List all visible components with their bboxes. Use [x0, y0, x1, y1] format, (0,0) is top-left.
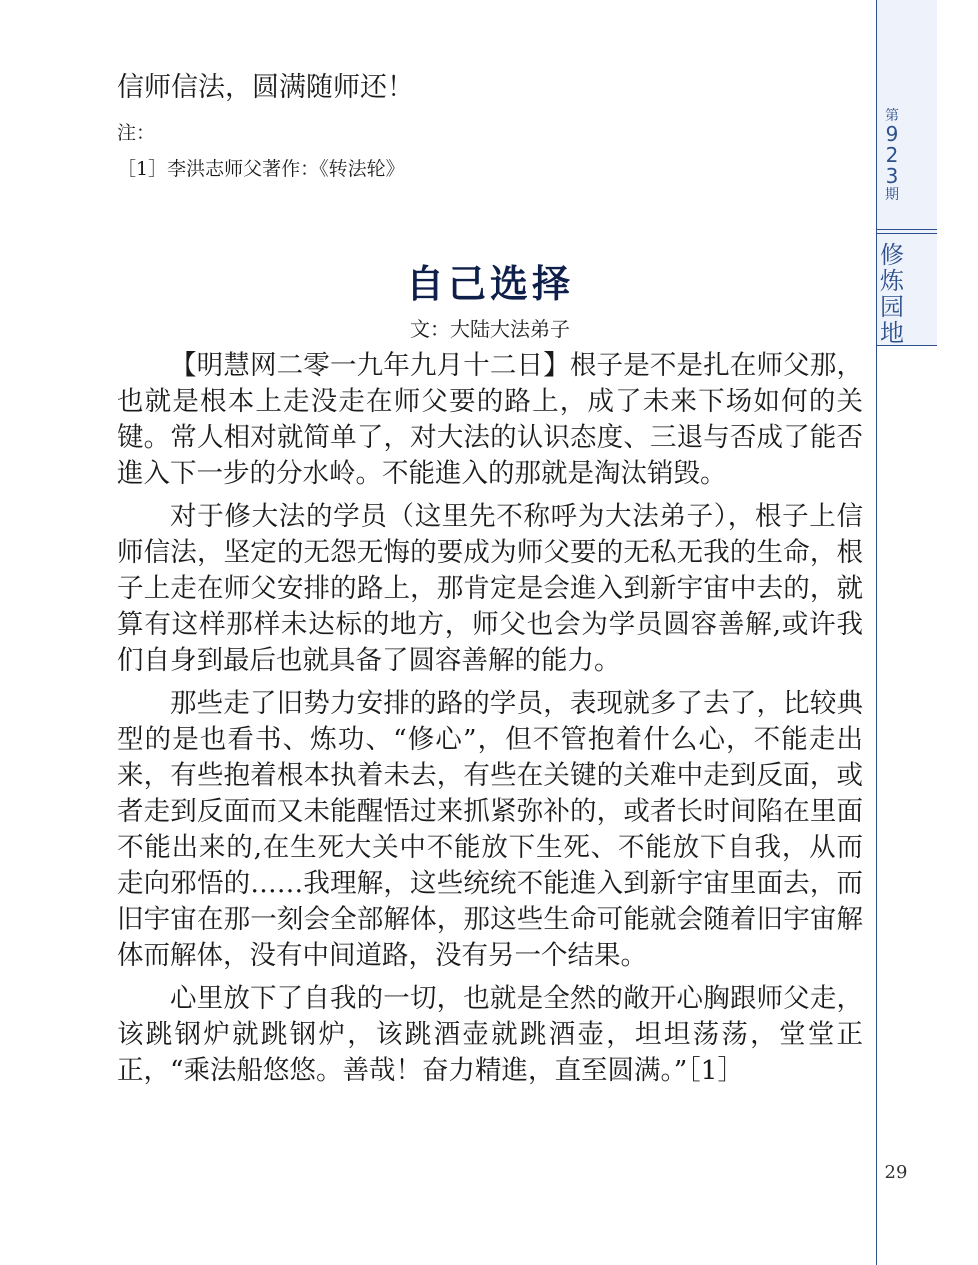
issue-suffix: 期	[885, 187, 899, 204]
article-paragraph: 那些走了旧势力安排的路的学员，表现就多了去了，比较典型的是也看书、炼功、“修心”，但不管抱着什么心，不能走出来，有些抱着根本执着未去，有些在关键的关难中走到反面，或者走到反面而又未能醒悟过来抓紧弥补的，或者长时间陷在里面不能出来的,在生死大关中不能放下生死、不能放下自我，从而走向邪悟的……我理解，这些统统不能進入到新宇宙里面去，而旧宇宙在那一刻会全部解体，那这些生命可能就会随着旧宇宙解体而解体，没有中间道路，没有另一个结果。	[117, 688, 863, 971]
article-paragraph: 心里放下了自我的一切，也就是全然的敞开心胸跟师父走，该跳钢炉就跳钢炉，该跳酒壶就跳酒壶，坦坦荡荡，堂堂正正，“乘法船悠悠。善哉！奋力精進，直至圆满。”［1］	[117, 983, 863, 1086]
page-number: 29	[884, 1162, 908, 1183]
column-name	[877, 243, 907, 347]
note-label: 注：	[117, 122, 156, 144]
page-content	[117, 68, 863, 1096]
article-title: 自己选择	[405, 262, 574, 306]
closing-line: 信师信法，圆满随师还！	[117, 72, 414, 103]
column-char: 地	[880, 318, 904, 347]
issue-digit: 9	[885, 122, 899, 147]
column-char: 园	[880, 292, 904, 321]
article-paragraph: 【明慧网二零一九年九月十二日】根子是不是扎在师父那，也就是根本上走没走在师父要的路上，成了未来下场如何的关键。常人相对就简单了，对大法的认识态度、三退与否成了能否進入下一步的分水岭。不能進入的那就是淘汰销毁。	[117, 350, 863, 489]
issue-prefix: 第	[885, 108, 899, 124]
issue-digit: 3	[885, 164, 899, 189]
issue-digit: 2	[885, 143, 899, 168]
article-byline: 文：大陆大法弟子	[410, 317, 570, 341]
article-paragraph: 对于修大法的学员（这里先不称呼为大法弟子），根子上信师信法，坚定的无怨无悔的要成为师父要的无私无我的生命，根子上走在师父安排的路上，那肯定是会進入到新宇宙中去的，就算有这样那样未达标的地方，师父也会为学员圆容善解,或许我们自身到最后也就具备了圆容善解的能力。	[117, 501, 863, 676]
note-reference: ［1］李洪志师父著作：《转法轮》	[117, 158, 405, 180]
sidebar-divider	[877, 229, 937, 230]
sidebar-divider	[877, 233, 937, 234]
issue-label	[877, 108, 907, 203]
bottom-rule	[876, 1205, 877, 1265]
sidebar	[876, 0, 978, 1265]
sidebar-divider	[877, 345, 937, 346]
column-char: 修	[880, 241, 904, 269]
column-char: 炼	[880, 266, 904, 295]
